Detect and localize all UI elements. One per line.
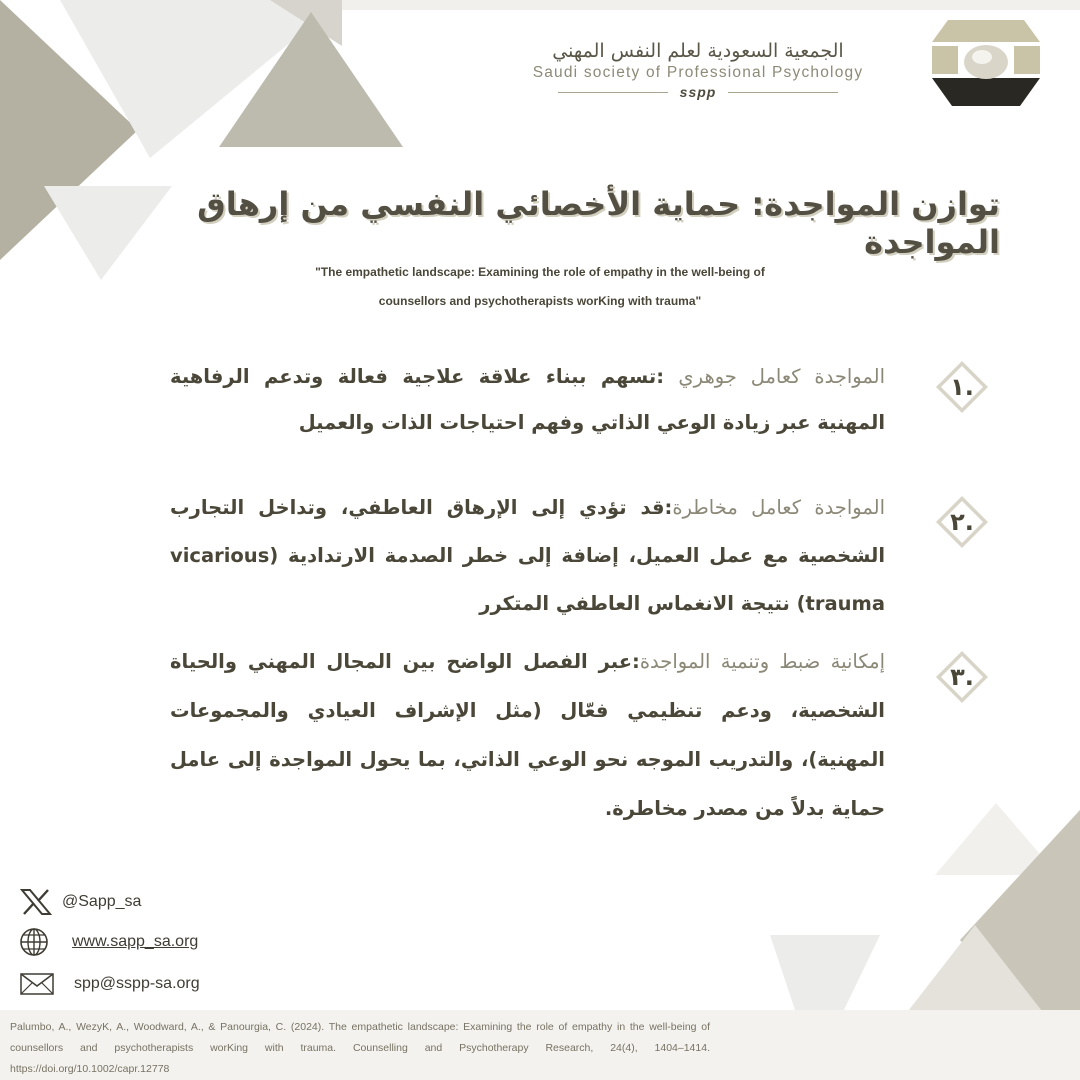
point-2 [170,484,885,628]
logo-emblem-icon [928,12,1044,108]
org-name-ar: الجمعية السعودية لعلم النفس المهني [552,40,844,62]
point-number: .٢ [950,508,974,536]
x-twitter-icon [18,887,54,917]
logo-text [508,40,888,100]
divider [558,92,668,93]
globe-icon [18,927,54,957]
subtitle [140,258,940,316]
point-lead: إمكانية ضبط وتنمية المواجدة [639,650,886,673]
point-body: :قد تؤدي إلى الإرهاق العاطفي، وتداخل التجارب الشخصية مع عمل العميل، إضافة إلى خطر الصدمة الارتدادية (vicarious trauma) نتيجة الانغماس العاطفي المتكرر [170,496,885,615]
point-number-badge [934,359,990,415]
website-link[interactable]: www.sapp_sa.org [72,933,199,950]
point-number-badge [934,494,990,550]
email-address[interactable]: spp@sspp-sa.org [74,975,200,992]
contact-twitter[interactable] [18,887,141,917]
point-lead: المواجدة كعامل جوهري [678,365,885,388]
point-number-badge [934,649,990,705]
subtitle-line: counsellors and psychotherapists worKing with trauma" [378,294,702,308]
point-3 [170,637,885,833]
envelope-icon [18,969,54,999]
org-abbr-row [508,84,888,100]
org-abbr: sspp [679,84,717,100]
twitter-handle[interactable]: @Sapp_sa [62,893,142,910]
divider [728,92,838,93]
contact-email[interactable] [18,969,200,999]
point-body: :عبر الفصل الواضح بين المجال المهني والحياة الشخصية، ودعم تنظيمي فعّال (مثل الإشراف العيادي والمجموعات المهنية)، والتدريب الموجه نحو الوعي الذاتي، بما يحول المواجدة إلى عامل حماية بدلاً من مصدر مخاطرة. [170,650,885,820]
point-lead: المواجدة كعامل مخاطرة [672,496,885,519]
point-1 [170,354,885,446]
subtitle-line: "The empathetic landscape: Examining the role of empathy in the well-being of [315,265,765,279]
point-number: .٣ [950,663,974,691]
org-name-en: Saudi society of Professional Psychology [532,64,864,81]
point-number: .١ [950,373,974,401]
page-title: توازن المواجدة: حماية الأخصائي النفسي من إرهاق المواجدة [197,185,1000,261]
contact-website[interactable] [18,927,198,957]
reference-citation: Palumbo, A., WezyK, A., Woodward, A., & Panourgia, C. (2024). The empathetic landscape: Examining the role of empathy in the well-being of counsellors and psychotherapists worKing with trauma. Counselling and Psychotherapy Research, 24(4), 1404–1414. https://doi.org/10.1002/capr.12778 [10,1021,710,1075]
point-body: :تسهم ببناء علاقة علاجية فعالة وتدعم الرفاهية المهنية عبر زيادة الوعي الذاتي وفهم احتياجات الذات والعميل [170,365,885,434]
